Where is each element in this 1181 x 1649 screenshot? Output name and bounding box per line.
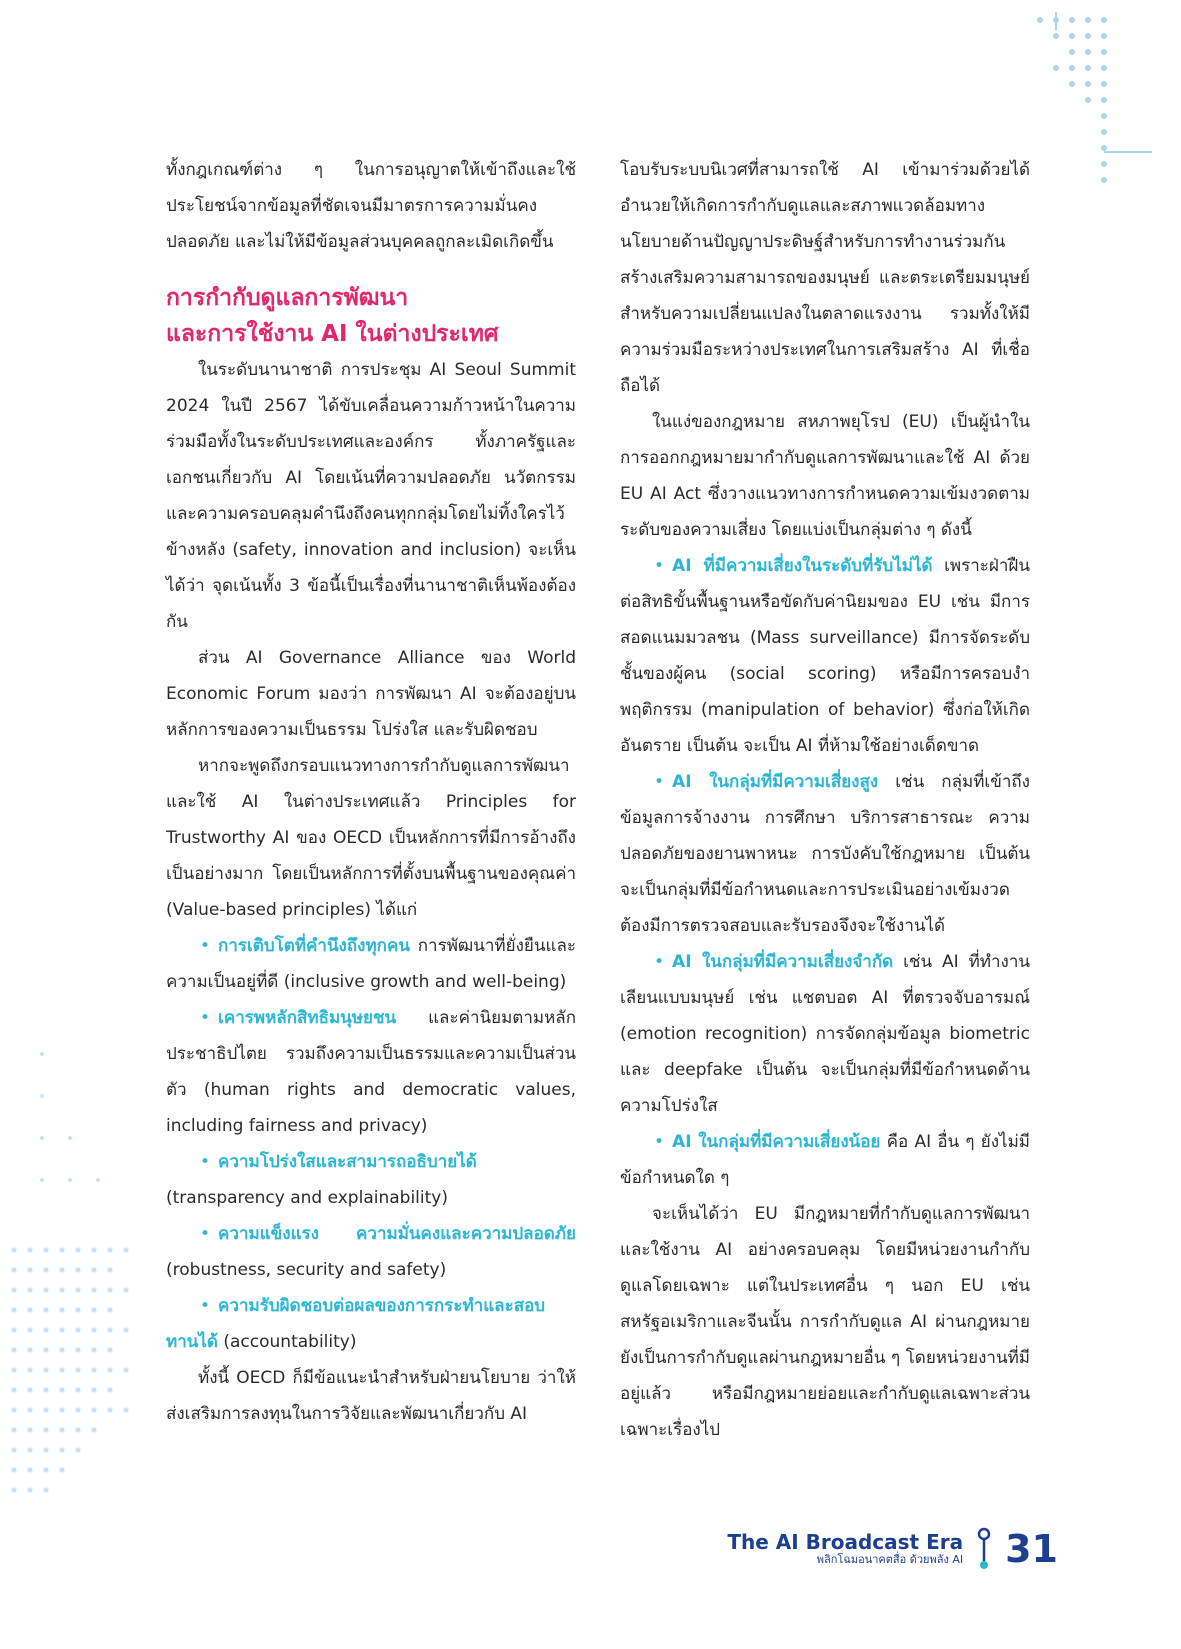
bullet-dot-icon: • <box>200 1008 211 1028</box>
oecd-principle-2 <box>166 1000 576 1144</box>
bullet-dot-icon: • <box>200 1224 211 1244</box>
bullet-dot-icon: • <box>200 1296 211 1316</box>
eu-risk-level-1-highlight: AI ที่มีความเสี่ยงในระดับที่รับไม่ได้ <box>672 556 933 576</box>
eu-risk-level-4-highlight: AI ในกลุ่มที่มีความเสี่ยงน้อย <box>672 1132 881 1152</box>
oecd-principle-3-highlight: ความโปร่งใสและสามารถอธิบายได้ <box>218 1152 477 1172</box>
page-number: 31 <box>1005 1527 1058 1571</box>
bullet-dot-icon: • <box>200 1152 211 1172</box>
oecd-principle-2-highlight: เคารพหลักสิทธิมนุษยชน <box>218 1008 397 1028</box>
left-continued-paragraph: ทั้งกฎเกณฑ์ต่าง ๆ ในการอนุญาตให้เข้าถึงและใช้ประโยชน์จากข้อมูลที่ชัดเจนมีมาตรการความมั่นคงปลอดภัย และไม่ให้มีข้อมูลส่วนบุคคลถูกละเมิดเกิดขึ้น <box>166 160 576 252</box>
section-heading-line-1: การกำกับดูแลการพัฒนา <box>166 285 409 311</box>
eu-risk-level-2 <box>620 764 1030 944</box>
oecd-principle-5 <box>166 1288 576 1360</box>
eu-risk-level-1 <box>620 548 1030 764</box>
eu-risk-level-4 <box>620 1124 1030 1196</box>
eu-risk-level-3-text: เช่น AI ที่ทำงานเลียนแบบมนุษย์ เช่น แชตบอต AI ที่ตรวจจับอารมณ์ (emotion recognition) การจัดกลุ่มข้อมูล biometric และ deepfake เป็นต้น จะเป็นกลุ่มที่มีข้อกำหนดด้านความโปร่งใส <box>620 952 1031 1116</box>
eu-risk-level-2-text: เช่น กลุ่มที่เข้าถึงข้อมูลการจ้างงาน การศึกษา บริการสาธารณะ ความปลอดภัยของยานพาหนะ การบังคับใช้กฎหมาย เป็นต้น จะเป็นกลุ่มที่มีข้อกำหนดและการประเมินอย่างเข้มงวด ต้องมีการตรวจสอบและรับรองจึงจะใช้งานได้ <box>620 772 1030 936</box>
intro-paragraph-3: หากจะพูดถึงกรอบแนวทางการกำกับดูแลการพัฒนาและใช้ AI ในต่างประเทศแล้ว Principles for Trustworthy AI ของ OECD เป็นหลักการที่มีการอ้างถึงเป็นอย่างมาก โดยเป็นหลักการที่ตั้งบนพื้นฐานของคุณค่า (Value-based principles) ได้แก่ <box>166 756 576 920</box>
page-footer <box>727 1527 1058 1571</box>
dot-pattern-bottom-left <box>0 1040 150 1520</box>
footer-branding <box>727 1531 963 1567</box>
oecd-principle-3-text: (transparency and explainability) <box>166 1188 448 1208</box>
oecd-principle-5-text: (accountability) <box>217 1332 357 1352</box>
right-paragraph-3: จะเห็นได้ว่า EU มีกฎหมายที่กำกับดูแลการพัฒนาและใช้งาน AI อย่างครอบคลุม โดยมีหน่วยงานกำกับดูแลโดยเฉพาะ แต่ในประเทศอื่น ๆ นอก EU เช่น สหรัฐอเมริกาและจีนนั้น การกำกับดูแล AI ผ่านกฎหมายยังเป็นการกำกับดูแลผ่านกฎหมายอื่น ๆ โดยหน่วยงานที่มีอยู่แล้ว หรือมีกฎหมายย่อยและกำกับดูแลเฉพาะส่วน เฉพาะเรื่องไป <box>620 1204 1030 1440</box>
dot-pattern-top-right <box>1020 8 1160 198</box>
right-column <box>620 152 1030 1448</box>
oecd-closing-paragraph: ทั้งนี้ OECD ก็มีข้อแนะนำสำหรับฝ่ายนโยบาย ว่าให้ส่งเสริมการลงทุนในการวิจัยและพัฒนาเกี่ยวกับ AI <box>166 1368 576 1424</box>
section-heading-line-2: และการใช้งาน AI ในต่างประเทศ <box>166 321 499 347</box>
microphone-icon <box>975 1527 993 1571</box>
oecd-principle-4 <box>166 1216 576 1288</box>
oecd-principle-3 <box>166 1144 576 1216</box>
eu-risk-level-3 <box>620 944 1030 1124</box>
bullet-dot-icon: • <box>200 936 211 956</box>
oecd-principle-4-text: (robustness, security and safety) <box>166 1260 447 1280</box>
oecd-principle-5-highlight: ความรับผิดชอบต่อผลของการกระทำและสอบทานได้ <box>166 1296 546 1352</box>
right-paragraph-1: โอบรับระบบนิเวศที่สามารถใช้ AI เข้ามาร่วมด้วยได้ อำนวยให้เกิดการกำกับดูแลและสภาพแวดล้อมทางนโยบายด้านปัญญาประดิษฐ์สำหรับการทำงานร่วมกัน สร้างเสริมความสามารถของมนุษย์ และตระเตรียมมนุษย์สำหรับความเปลี่ยนแปลงในตลาดแรงงาน รวมทั้งให้มีความร่วมมือระหว่างประเทศในการเสริมสร้าง AI ที่เชื่อถือได้ <box>620 160 1030 396</box>
left-column <box>166 152 576 1432</box>
oecd-principle-1-text: การพัฒนาที่ยั่งยืนและความเป็นอยู่ที่ดี (inclusive growth and well-being) <box>166 936 576 992</box>
bullet-dot-icon: • <box>654 772 665 792</box>
eu-risk-level-3-highlight: AI ในกลุ่มที่มีความเสี่ยงจำกัด <box>672 952 894 972</box>
intro-paragraph-1: ในระดับนานาชาติ การประชุม AI Seoul Summit 2024 ในปี 2567 ได้ขับเคลื่อนความก้าวหน้าในความร่วมมือทั้งในระดับประเทศและองค์กร ทั้งภาครัฐและเอกชนเกี่ยวกับ AI โดยเน้นที่ความปลอดภัย นวัตกรรม และความครอบคลุมคำนึงถึงคนทุกกลุ่มโดยไม่ทิ้งใครไว้ข้างหลัง (safety, innovation and inclusion) จะเห็นได้ว่า จุดเน้นทั้ง 3 ข้อนี้เป็นเรื่องที่นานาชาติเห็นพ้องต้องกัน <box>166 360 576 632</box>
eu-risk-level-2-highlight: AI ในกลุ่มที่มีความเสี่ยงสูง <box>672 772 879 792</box>
oecd-principle-1 <box>166 928 576 1000</box>
section-heading <box>166 280 576 352</box>
eu-risk-level-1-text: เพราะฝ่าฝืนต่อสิทธิขั้นพื้นฐานหรือขัดกับค่านิยมของ EU เช่น มีการสอดแนมมวลชน (Mass surveillance) มีการจัดระดับชั้นของผู้คน (social scoring) หรือมีการครอบงำพฤติกรรม (manipulation of behavior) ซึ่งก่อให้เกิดอันตราย เป็นต้น จะเป็น AI ที่ห้ามใช้อย่างเด็ดขาด <box>620 556 1030 756</box>
oecd-principle-4-highlight: ความแข็งแรง ความมั่นคงและความปลอดภัย <box>218 1224 576 1244</box>
footer-title: The AI Broadcast Era <box>727 1530 964 1554</box>
right-paragraph-2: ในแง่ของกฎหมาย สหภาพยุโรป (EU) เป็นผู้นำในการออกกฎหมายมากำกับดูแลการพัฒนาและใช้ AI ด้วย EU AI Act ซึ่งวางแนวทางการกำหนดความเข้มงวดตามระดับของความเสี่ยง โดยแบ่งเป็นกลุ่มต่าง ๆ ดังนี้ <box>620 412 1030 540</box>
intro-paragraph-2: ส่วน AI Governance Alliance ของ World Economic Forum มองว่า การพัฒนา AI จะต้องอยู่บนหลักการของความเป็นธรรม โปร่งใส และรับผิดชอบ <box>166 648 576 740</box>
oecd-principle-2-text: และค่านิยมตามหลักประชาธิปไตย รวมถึงความเป็นธรรมและความเป็นส่วนตัว (human rights and democratic values, including fairness and privacy) <box>166 1008 576 1136</box>
eu-risk-level-4-text: คือ AI อื่น ๆ ยังไม่มีข้อกำหนดใด ๆ <box>620 1132 1030 1188</box>
bullet-dot-icon: • <box>654 556 665 576</box>
oecd-principle-1-highlight: การเติบโตที่คำนึงถึงทุกคน <box>218 936 410 956</box>
bullet-dot-icon: • <box>654 952 665 972</box>
footer-subtitle: พลิกโฉมอนาคตสื่อ ด้วยพลัง AI <box>816 1553 964 1566</box>
bullet-dot-icon: • <box>654 1132 665 1152</box>
